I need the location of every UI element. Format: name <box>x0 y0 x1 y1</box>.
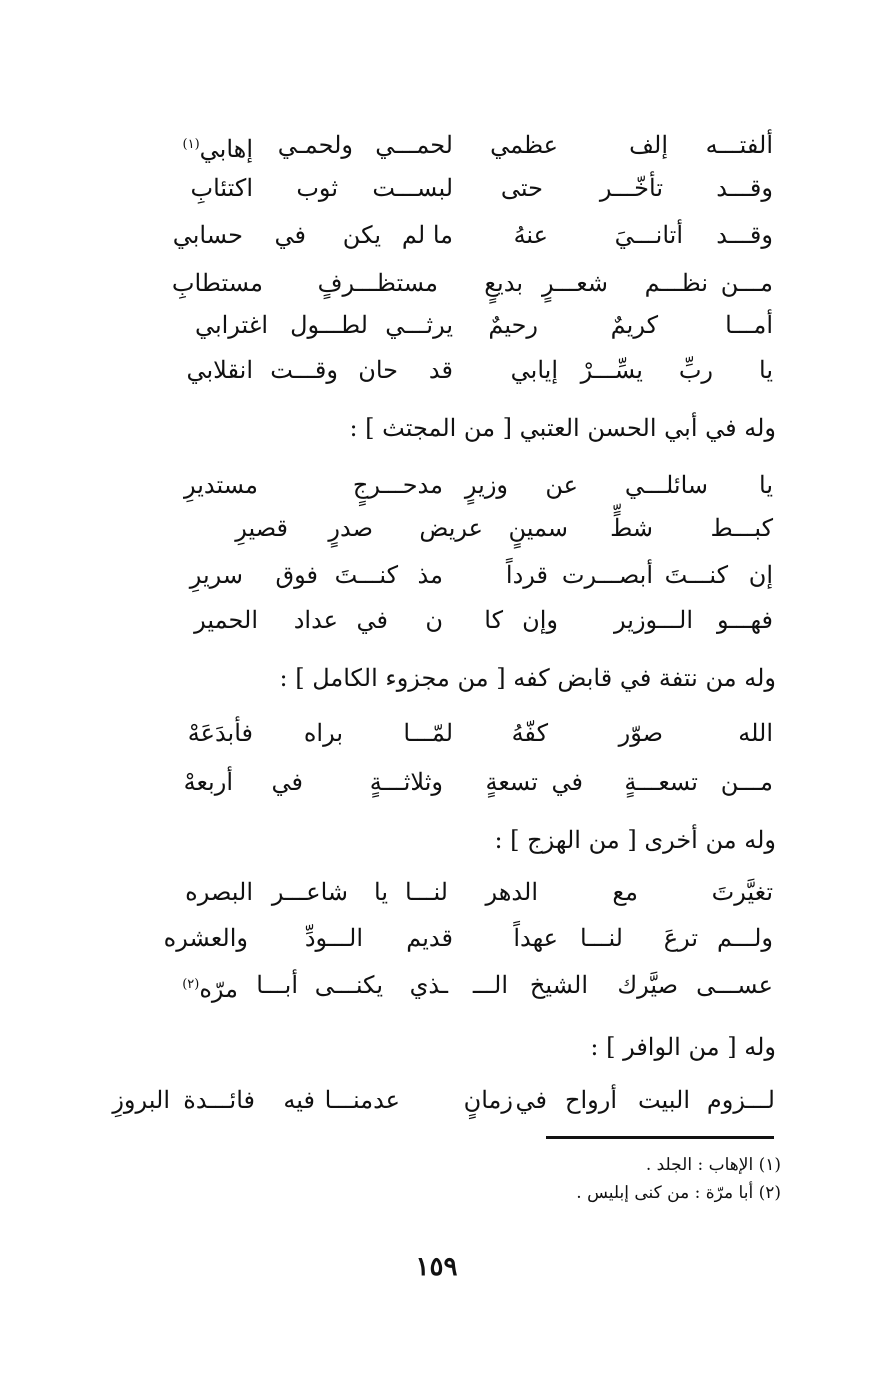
footnote-text: أبا مرّة : من كنى إبليس . <box>576 1183 754 1203</box>
verse-word: ترعَ <box>663 924 698 952</box>
verse-word: الدهر <box>485 878 538 906</box>
verse-word: كبـــط <box>710 514 773 542</box>
verse-word: عدمنـــا <box>324 1086 400 1114</box>
verse-line <box>133 168 773 208</box>
section-intro: وله [ من الوافر ] : <box>590 1033 776 1061</box>
verse-line <box>133 350 773 390</box>
page-number: ١٥٩ <box>415 1252 458 1282</box>
verse-word: عريض <box>419 514 483 542</box>
verse-word: لـــزوم <box>706 1086 775 1114</box>
verse-word: إن <box>748 561 773 589</box>
verse-line <box>133 465 773 505</box>
verse-word: أتانـــيَ <box>614 221 683 249</box>
verse-word: وإن <box>522 606 558 634</box>
verse-word: تأخّـــر <box>599 174 663 202</box>
section-intro: وله من أخرى [ من الهزج ] : <box>494 826 776 854</box>
verse-word: حتى <box>500 174 543 202</box>
verse-word: قد <box>428 356 453 384</box>
verse-word: عظمي <box>490 131 558 159</box>
verse-word: لمّـــا <box>403 719 453 747</box>
verse-line <box>133 872 773 912</box>
verse-line <box>133 555 773 595</box>
verse-word: عهداً <box>513 924 558 952</box>
verse-word: لحمـــي <box>375 131 453 159</box>
footnote <box>646 1152 781 1178</box>
verse-line <box>133 125 773 165</box>
verse-word: أمـــا <box>725 311 773 339</box>
verse-word: لطـــول <box>290 311 368 339</box>
verse-word: تسعةٍ <box>485 768 538 796</box>
verse-word: سريرِ <box>189 561 243 589</box>
verse-word: كفّهُ <box>511 719 548 747</box>
verse-word: مستطابِ <box>171 269 263 297</box>
verse-word: وقـــت <box>270 356 338 384</box>
verse-word: شطٍّ <box>610 514 653 542</box>
verse-word: حان <box>358 356 398 384</box>
verse-word: وزيرٍ <box>464 471 508 499</box>
verse-word: الـــوزير <box>614 606 693 634</box>
verse-word: تسعـــةٍ <box>624 768 698 796</box>
verse-word: مـــن <box>720 768 773 796</box>
verse-line <box>133 600 773 640</box>
verse-word: الشيخ <box>529 971 588 999</box>
footnote-mark: (١) <box>182 137 200 152</box>
verse-word: والعشره <box>163 924 248 952</box>
verse-line <box>133 508 773 548</box>
footnote-number: (٢) <box>758 1183 781 1203</box>
footnote <box>576 1180 781 1206</box>
verse-word: زمانٍ <box>463 1086 513 1114</box>
verse-word: يكن <box>342 221 381 249</box>
verse-word: الله <box>738 719 773 747</box>
verse-word: قديم <box>406 924 453 952</box>
verse-word: لبســـت <box>372 174 453 202</box>
verse-word: عنهُ <box>513 221 548 249</box>
verse-word: صيَّرك <box>617 971 678 999</box>
verse-word: يكنـــى <box>314 971 383 999</box>
verse-word: شعـــرٍ <box>541 269 608 297</box>
footnote-number: (١) <box>758 1155 781 1175</box>
verse-word: وقـــد <box>716 221 773 249</box>
verse-word: يسِّـــرْ <box>580 356 643 384</box>
verse-word: لنـــا <box>405 878 448 906</box>
verse-word: شاعـــر <box>271 878 348 906</box>
verse-word: ولحمـي <box>277 131 353 159</box>
verse-word: فيه <box>283 1086 315 1114</box>
verse-word: يا <box>759 356 773 384</box>
verse-word: أرواح <box>564 1086 617 1114</box>
verse-word: مع <box>612 878 638 906</box>
verse-word: قصيرِ <box>235 514 288 542</box>
footnote-mark: (٢) <box>182 977 200 992</box>
verse-word: مدحـــرجٍ <box>352 471 443 499</box>
verse-word: في <box>515 1086 547 1114</box>
verse-line <box>95 1080 775 1120</box>
verse-word: فهـــو <box>716 606 773 634</box>
verse-word: أبـــا <box>256 971 298 999</box>
verse-word: اكتئابِ <box>190 174 253 202</box>
verse-word: انقلابي <box>186 356 253 384</box>
verse-word: الـــودِّ <box>304 924 363 952</box>
footnote-separator <box>546 1136 774 1139</box>
verse-line <box>133 918 773 958</box>
verse-word: مـــن <box>720 269 773 297</box>
verse-word: الـــ <box>472 971 508 999</box>
verse-word: ن <box>425 606 443 634</box>
verse-word: وقـــد <box>716 174 773 202</box>
verse-word: مستظـــرفٍ <box>317 269 438 297</box>
verse-line <box>133 305 773 345</box>
verse-word: مذ <box>417 561 443 589</box>
verse-word: تغيَّرتَ <box>711 878 773 906</box>
verse-word: رحيمٌ <box>488 311 538 339</box>
verse-word: لنـــا <box>580 924 623 952</box>
verse-word: فائـــدة <box>183 1086 255 1114</box>
verse-word: في <box>271 768 303 796</box>
verse-line <box>133 215 773 255</box>
verse-word: سمينٍ <box>508 514 568 542</box>
verse-word: صوّر <box>618 719 663 747</box>
verse-line <box>133 965 773 1005</box>
verse-line <box>133 263 773 303</box>
verse-word: براه <box>303 719 343 747</box>
verse-word: صدرٍ <box>328 514 373 542</box>
verse-word: مستديرِ <box>183 471 258 499</box>
section-intro: وله في أبي الحسن العتبي [ من المجتث ] : <box>349 414 776 442</box>
verse-word: كريمٌ <box>610 311 658 339</box>
verse-word: كنـــتَ <box>334 561 398 589</box>
section-intro: وله من نتفة في قابض كفه [ من مجزوء الكامل ] : <box>279 664 776 692</box>
verse-word: نظـــم <box>644 269 708 297</box>
verse-word: إيابي <box>510 356 558 384</box>
verse-word: فأبدَعَهْ <box>187 719 253 747</box>
verse-word-text: إهابي <box>199 135 253 163</box>
verse-word: عن <box>545 471 578 499</box>
verse-word: أربعهْ <box>183 768 233 796</box>
verse-word: البروزِ <box>112 1086 170 1114</box>
verse-word: كنـــتَ <box>664 561 728 589</box>
verse-word: ثوب <box>296 174 338 202</box>
verse-word: فوق <box>275 561 318 589</box>
verse-word: ما لم <box>401 221 453 249</box>
verse-word: ربِّ <box>678 356 713 384</box>
verse-word: في <box>356 606 388 634</box>
verse-word: إلف <box>629 131 668 159</box>
verse-line <box>133 713 773 753</box>
verse-word: قرداً <box>505 561 548 589</box>
verse-word: عســـى <box>696 971 773 999</box>
verse-word: كا <box>484 606 503 634</box>
verse-word: يرثـــي <box>385 311 453 339</box>
verse-word: في <box>274 221 306 249</box>
verse-line <box>133 762 773 802</box>
verse-word: ـذي <box>409 971 448 999</box>
verse-word: عداد <box>293 606 338 634</box>
verse-word <box>183 125 253 169</box>
verse-word: ألفتـــه <box>705 131 773 159</box>
verse-word: اغترابي <box>194 311 268 339</box>
verse-word: ولـــم <box>717 924 773 952</box>
verse-word: أبصـــرت <box>561 561 653 589</box>
footnote-text: الإهاب : الجلد . <box>645 1155 754 1175</box>
verse-word-text: مرّه <box>199 975 238 1003</box>
verse-word: يا <box>759 471 773 499</box>
verse-word: حسابي <box>172 221 243 249</box>
verse-word: في <box>551 768 583 796</box>
verse-word: وثلاثـــةٍ <box>369 768 443 796</box>
verse-word <box>182 965 238 1009</box>
verse-word: الحمير <box>194 606 258 634</box>
verse-word: بديعٍ <box>484 269 523 297</box>
verse-word: البيت <box>637 1086 690 1114</box>
verse-word: البصره <box>185 878 253 906</box>
verse-word: سائلـــي <box>624 471 708 499</box>
verse-word: يا <box>374 878 388 906</box>
